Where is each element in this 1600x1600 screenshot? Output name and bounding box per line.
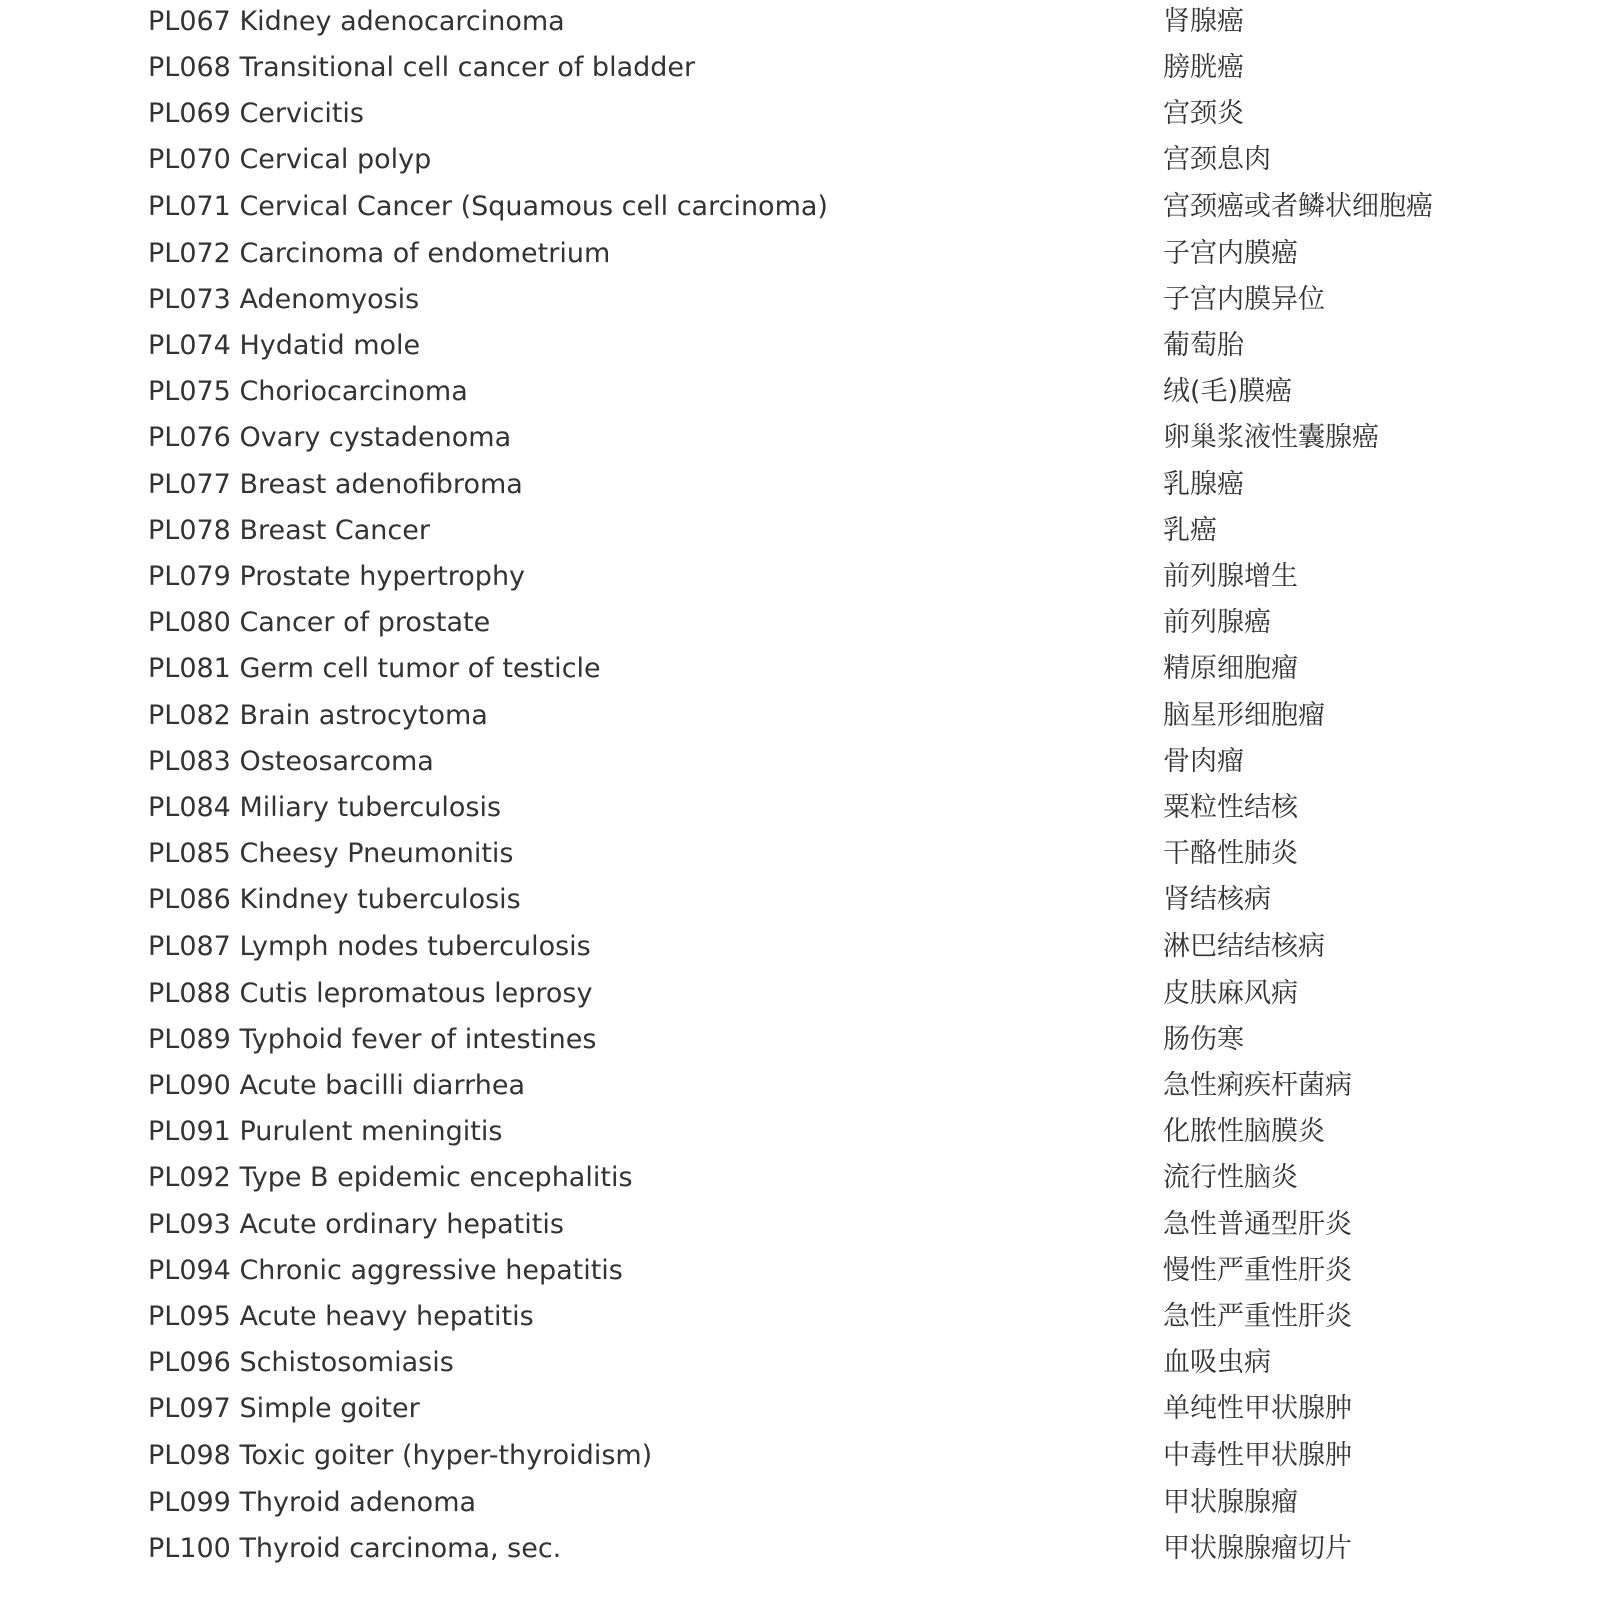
list-item xyxy=(0,1481,1600,1525)
slide-chinese-name: 前列腺增生 xyxy=(1163,561,1298,592)
slide-chinese-name: 急性严重性肝炎 xyxy=(1163,1301,1352,1332)
slide-chinese-name: 骨肉瘤 xyxy=(1163,746,1244,777)
list-item xyxy=(0,1527,1600,1571)
slide-english-name: PL099 Thyroid adenoma xyxy=(148,1487,477,1518)
list-item xyxy=(0,0,1600,44)
list-item xyxy=(0,1110,1600,1154)
slide-chinese-name: 肾结核病 xyxy=(1163,884,1271,915)
list-item xyxy=(0,786,1600,830)
list-item xyxy=(0,232,1600,276)
slide-english-name: PL073 Adenomyosis xyxy=(148,284,420,315)
slide-chinese-name: 血吸虫病 xyxy=(1163,1347,1271,1378)
slide-chinese-name: 乳腺癌 xyxy=(1163,469,1244,500)
slide-english-name: PL083 Osteosarcoma xyxy=(148,746,434,777)
slide-chinese-name: 干酪性肺炎 xyxy=(1163,838,1298,869)
slide-chinese-name: 中毒性甲状腺肿 xyxy=(1163,1440,1352,1471)
slide-chinese-name: 粟粒性结核 xyxy=(1163,792,1298,823)
slide-english-name: PL090 Acute bacilli diarrhea xyxy=(148,1070,525,1101)
list-item xyxy=(0,1434,1600,1478)
list-item xyxy=(0,1249,1600,1293)
list-item xyxy=(0,138,1600,182)
slide-english-name: PL068 Transitional cell cancer of bladder xyxy=(148,52,696,83)
slide-chinese-name: 乳癌 xyxy=(1163,515,1217,546)
slide-english-name: PL087 Lymph nodes tuberculosis xyxy=(148,931,591,962)
list-item xyxy=(0,832,1600,876)
list-item xyxy=(0,185,1600,229)
list-item xyxy=(0,694,1600,738)
slide-english-name: PL071 Cervical Cancer (Squamous cell carcinoma) xyxy=(148,191,828,222)
slide-chinese-name: 急性普通型肝炎 xyxy=(1163,1209,1352,1240)
slide-english-name: PL085 Cheesy Pneumonitis xyxy=(148,838,514,869)
list-item xyxy=(0,1203,1600,1247)
slide-chinese-name: 慢性严重性肝炎 xyxy=(1163,1255,1352,1286)
slide-chinese-name: 单纯性甲状腺肿 xyxy=(1163,1393,1352,1424)
slide-english-name: PL084 Miliary tuberculosis xyxy=(148,792,502,823)
list-item xyxy=(0,46,1600,90)
list-item xyxy=(0,555,1600,599)
list-item xyxy=(0,92,1600,136)
slide-english-name: PL094 Chronic aggressive hepatitis xyxy=(148,1255,623,1286)
slide-chinese-name: 化脓性脑膜炎 xyxy=(1163,1116,1325,1147)
list-item xyxy=(0,509,1600,553)
slide-english-name: PL079 Prostate hypertrophy xyxy=(148,561,526,592)
slide-english-name: PL096 Schistosomiasis xyxy=(148,1347,454,1378)
slide-chinese-name: 甲状腺腺瘤切片 xyxy=(1163,1533,1352,1564)
slide-chinese-name: 淋巴结结核病 xyxy=(1163,931,1325,962)
slide-chinese-name: 急性痢疾杆菌病 xyxy=(1163,1070,1352,1101)
slide-english-name: PL078 Breast Cancer xyxy=(148,515,430,546)
slide-chinese-name: 宫颈炎 xyxy=(1163,98,1244,129)
list-item xyxy=(0,878,1600,922)
slide-english-name: PL098 Toxic goiter (hyper-thyroidism) xyxy=(148,1440,653,1471)
list-item xyxy=(0,601,1600,645)
slide-chinese-name: 精原细胞瘤 xyxy=(1163,653,1298,684)
list-item xyxy=(0,1295,1600,1339)
slide-english-name: PL070 Cervical polyp xyxy=(148,144,432,175)
slide-english-name: PL091 Purulent meningitis xyxy=(148,1116,503,1147)
list-item xyxy=(0,1018,1600,1062)
slide-chinese-name: 甲状腺腺瘤 xyxy=(1163,1487,1298,1518)
slide-english-name: PL074 Hydatid mole xyxy=(148,330,421,361)
slide-english-name: PL097 Simple goiter xyxy=(148,1393,420,1424)
slide-english-name: PL089 Typhoid fever of intestines xyxy=(148,1024,597,1055)
list-item xyxy=(0,370,1600,414)
slide-english-name: PL092 Type B epidemic encephalitis xyxy=(148,1162,633,1193)
slide-english-name: PL088 Cutis lepromatous leprosy xyxy=(148,978,593,1009)
slide-english-name: PL082 Brain astrocytoma xyxy=(148,700,488,731)
list-item xyxy=(0,1387,1600,1431)
list-item xyxy=(0,740,1600,784)
slide-english-name: PL077 Breast adenofibroma xyxy=(148,469,523,500)
slide-chinese-name: 皮肤麻风病 xyxy=(1163,978,1298,1009)
list-item xyxy=(0,1156,1600,1200)
slide-english-name: PL072 Carcinoma of endometrium xyxy=(148,238,611,269)
list-item xyxy=(0,324,1600,368)
list-item xyxy=(0,972,1600,1016)
list-item xyxy=(0,647,1600,691)
slide-chinese-name: 前列腺癌 xyxy=(1163,607,1271,638)
slide-english-name: PL069 Cervicitis xyxy=(148,98,364,129)
slide-chinese-name: 宫颈息肉 xyxy=(1163,144,1271,175)
slide-english-name: PL095 Acute heavy hepatitis xyxy=(148,1301,534,1332)
slide-chinese-name: 肾腺癌 xyxy=(1163,6,1244,37)
slide-chinese-name: 卵巢浆液性囊腺癌 xyxy=(1163,422,1379,453)
list-item xyxy=(0,416,1600,460)
slide-english-name: PL075 Choriocarcinoma xyxy=(148,376,468,407)
slide-english-name: PL080 Cancer of prostate xyxy=(148,607,491,638)
list-item xyxy=(0,463,1600,507)
slide-chinese-name: 脑星形细胞瘤 xyxy=(1163,700,1325,731)
slide-chinese-name: 流行性脑炎 xyxy=(1163,1162,1298,1193)
slide-english-name: PL076 Ovary cystadenoma xyxy=(148,422,512,453)
slide-chinese-name: 葡萄胎 xyxy=(1163,330,1244,361)
slide-chinese-name: 宫颈癌或者鳞状细胞癌 xyxy=(1163,191,1433,222)
slide-english-name: PL086 Kindney tuberculosis xyxy=(148,884,521,915)
slide-chinese-name: 肠伤寒 xyxy=(1163,1024,1244,1055)
list-item xyxy=(0,1341,1600,1385)
list-item xyxy=(0,1064,1600,1108)
slide-english-name: PL081 Germ cell tumor of testicle xyxy=(148,653,601,684)
slide-chinese-name: 膀胱癌 xyxy=(1163,52,1244,83)
slide-chinese-name: 子宫内膜癌 xyxy=(1163,238,1298,269)
list-item xyxy=(0,278,1600,322)
slide-english-name: PL100 Thyroid carcinoma, sec. xyxy=(148,1533,562,1564)
list-item xyxy=(0,925,1600,969)
slide-english-name: PL093 Acute ordinary hepatitis xyxy=(148,1209,564,1240)
slide-chinese-name: 子宫内膜异位 xyxy=(1163,284,1325,315)
slide-chinese-name: 绒(毛)膜癌 xyxy=(1163,376,1293,407)
slide-english-name: PL067 Kidney adenocarcinoma xyxy=(148,6,565,37)
